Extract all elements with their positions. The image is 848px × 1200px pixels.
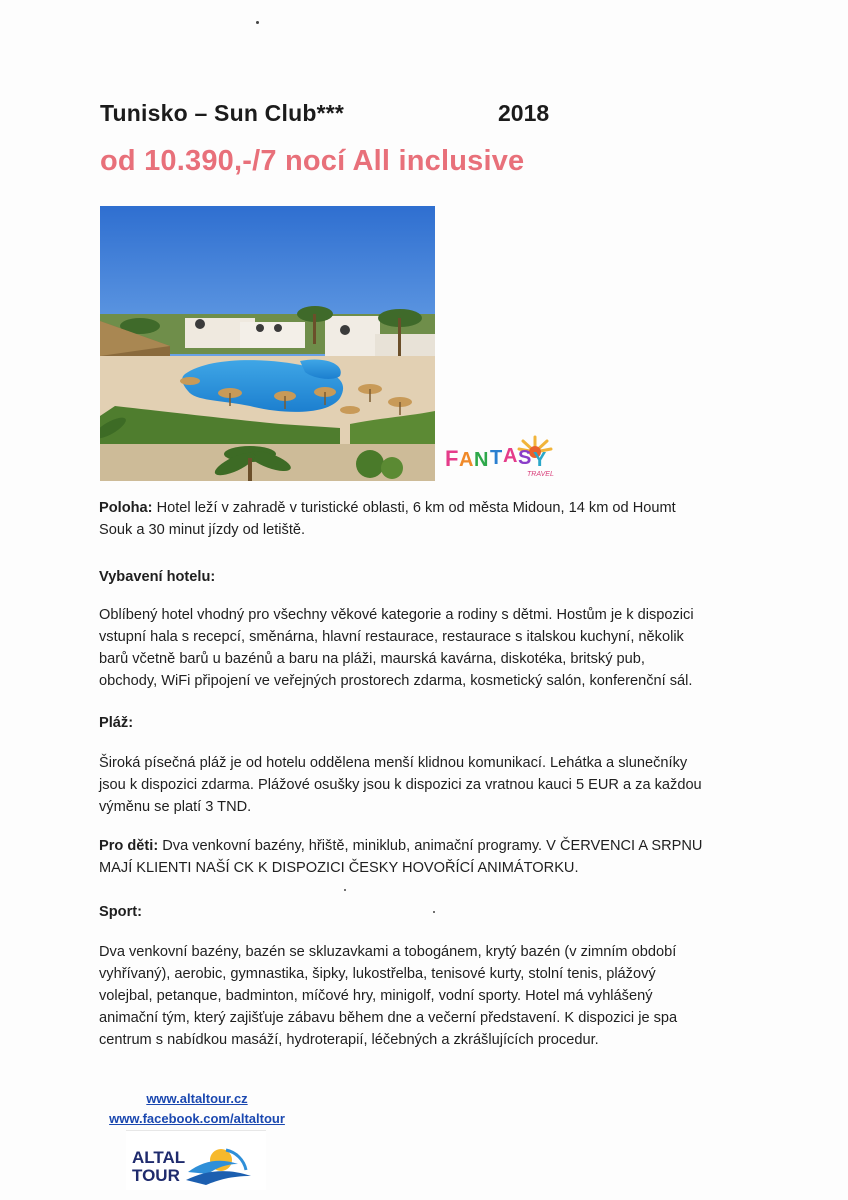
amenities-line: barů včetně barů u bazénů a baru na pláži, maurská kavárna, diskotéka, britský pub, <box>99 651 645 667</box>
svg-text:A: A <box>459 449 474 471</box>
svg-text:A: A <box>503 445 518 467</box>
location-label: Poloha: <box>99 500 153 516</box>
location-line-2: Souk a 30 minut jízdy od letiště. <box>99 522 306 538</box>
page-title: Tunisko – Sun Club*** <box>100 100 345 126</box>
scan-speck <box>256 21 259 24</box>
amenities-line: vstupní hala s recepcí, směnárna, hlavní restaurace, restaurace s italskou kuchyní, několik <box>99 629 684 645</box>
svg-text:F: F <box>445 446 458 471</box>
kids-text: Dva venkovní bazény, hřiště, miniklub, animační programy. V ČERVENCI A SRPNU <box>158 838 703 854</box>
location-line-1 <box>99 497 749 519</box>
beach-line: jsou k dispozici zdarma. Plážové osušky jsou k dispozici za vratnou kauci 5 EUR a za každou <box>99 777 702 793</box>
amenities-line: Oblíbený hotel vhodný pro všechny věkové kategorie a rodiny s dětmi. Hostům je k dispozici <box>99 607 694 623</box>
location-text: Hotel leží v zahradě v turistické oblasti, 6 km od města Midoun, 14 km od Houmt <box>152 500 676 516</box>
beach-heading: Pláž: <box>99 715 134 731</box>
svg-text:N: N <box>474 449 489 471</box>
year-label: 2018 <box>498 100 550 126</box>
title-row <box>100 100 570 134</box>
sport-paragraph <box>99 941 749 1051</box>
hotel-pool-photo <box>100 206 435 481</box>
altal-tour-logo <box>126 1130 266 1190</box>
website-link[interactable]: www.altaltour.cz <box>146 1091 248 1106</box>
sport-heading: Sport: <box>99 904 142 920</box>
sport-line: centrum s nabídkou masáží, hydroterapií, léčebných a zkrášlujících procedur. <box>99 1032 599 1048</box>
kids-paragraph <box>99 835 749 879</box>
kids-label: Pro děti: <box>99 838 159 854</box>
svg-text:ALTAL: ALTAL <box>132 1148 186 1167</box>
footer-links <box>97 1089 297 1129</box>
fantasy-travel-logo <box>443 432 568 480</box>
sport-line: vyhřívaný), aerobic, gymnastika, šipky, lukostřelba, tenisové kurty, stolní tenis, plážový <box>99 966 656 982</box>
amenities-heading: Vybavení hotelu: <box>99 569 216 585</box>
scan-speck <box>344 889 346 891</box>
beach-line: Široká písečná pláž je od hotelu oddělena menší klidnou komunikací. Lehátka a slunečníky <box>99 755 688 771</box>
kids-line-1 <box>99 835 749 857</box>
amenities-line: obchody, WiFi připojení ve veřejných prostorech zdarma, kosmetický salón, konferenční sál. <box>99 673 693 689</box>
amenities-paragraph <box>99 604 749 692</box>
sport-line: Dva venkovní bazény, bazén se skluzavkami a tobogánem, krytý bazén (v zimním období <box>99 944 677 960</box>
beach-line: výměnu se platí 3 TND. <box>99 799 252 815</box>
svg-text:TRAVEL: TRAVEL <box>527 471 554 478</box>
kids-line-2: MAJÍ KLIENTI NAŠÍ CK K DISPOZICI ČESKY HOVOŘÍCÍ ANIMÁTORKU. <box>99 860 579 876</box>
price-headline: od 10.390,-/7 nocí All inclusive <box>100 145 525 177</box>
beach-paragraph <box>99 752 749 818</box>
sport-line: animační tým, který zajišťuje zábavu během dne a večerní představení. K dispozici je spa <box>99 1010 678 1026</box>
svg-text:S: S <box>518 447 532 469</box>
facebook-link[interactable]: www.facebook.com/altaltour <box>109 1111 285 1126</box>
svg-text:T: T <box>490 447 503 469</box>
svg-text:TOUR: TOUR <box>132 1166 180 1185</box>
svg-text:Y: Y <box>533 449 547 471</box>
sport-line: volejbal, petanque, badminton, míčové hry, minigolf, vodní sporty. Hotel má vyhlášený <box>99 988 653 1004</box>
location-paragraph <box>99 497 749 541</box>
